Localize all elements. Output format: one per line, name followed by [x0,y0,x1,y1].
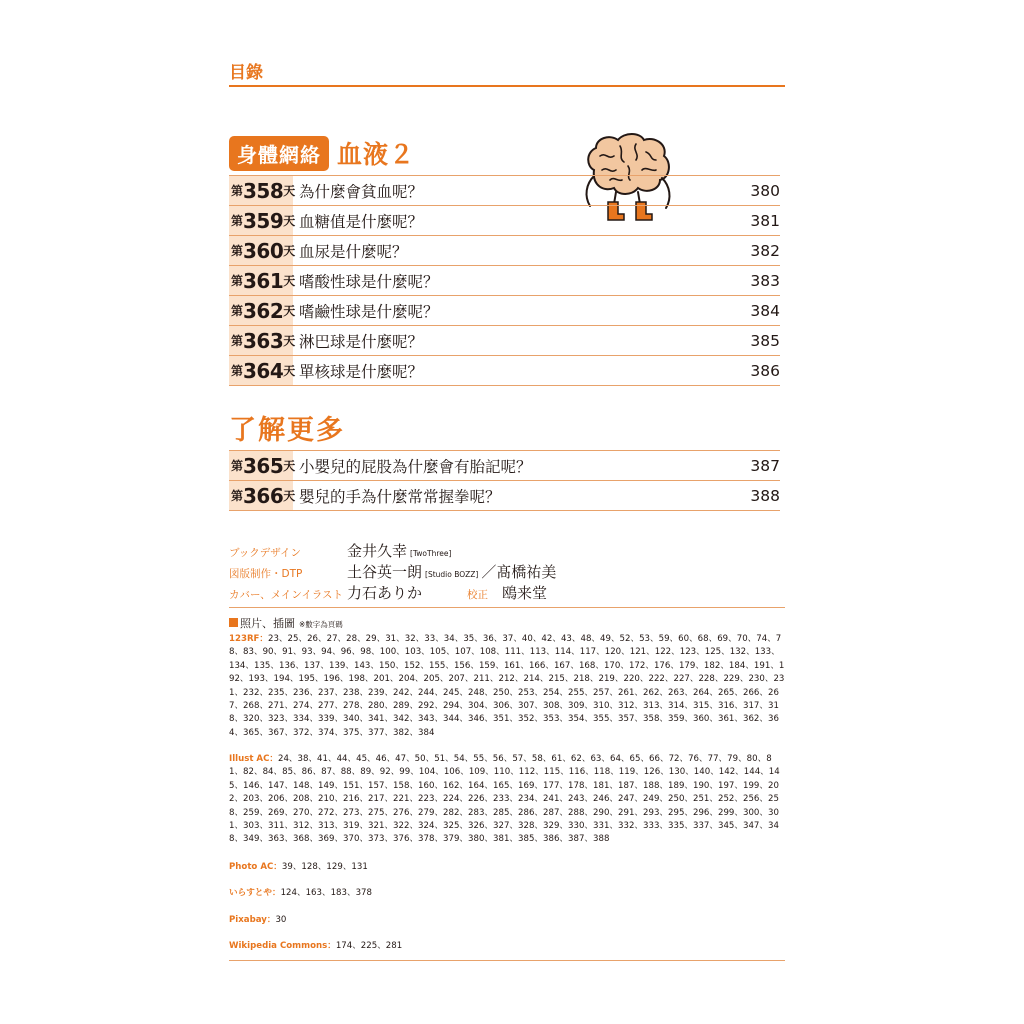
day-number: 359 [243,208,284,233]
day-prefix: 第 [231,334,244,348]
day-label [229,176,296,205]
source-irasutoya [229,887,785,900]
day-prefix: 第 [231,489,244,503]
photo-heading-text: 照片、插圖 [240,617,295,630]
credit-name-proof: 鴎来堂 [502,584,548,602]
day-number: 361 [243,268,284,293]
day-number: 364 [243,358,284,383]
day-prefix: 第 [231,274,244,288]
credit-note: [Studio BOZZ] [425,570,479,579]
source-123rf [229,633,785,740]
source-pages: 39、128、129、131 [281,862,368,872]
credit-cover [229,582,785,603]
day-suffix: 天 [283,304,296,318]
source-pixabay [229,914,785,927]
page-number: 384 [750,301,780,320]
row-title: 血尿是什麼呢？ [299,242,408,261]
toc-row[interactable] [229,296,780,326]
day-suffix: 天 [283,214,296,228]
bottom-divider [229,960,785,961]
divider [229,607,785,608]
day-prefix: 第 [231,214,244,228]
photo-heading-note: ※數字為頁碼 [299,620,343,629]
page-number: 388 [750,486,780,505]
toc-row[interactable] [229,451,780,481]
source-photoac [229,861,785,874]
day-label [229,236,296,265]
page-number: 380 [750,181,780,200]
credit-label-proof: 校正 [467,589,489,601]
section-header-blood [229,135,415,171]
source-label: 123RF： [229,634,269,644]
row-title: 為什麼會貧血呢？ [299,182,424,201]
credit-note: [TwoThree] [410,549,452,558]
row-title: 淋巴球是什麼呢？ [299,332,424,351]
credit-dtp [229,561,785,582]
day-label [229,206,296,235]
toc-list-section2 [229,450,780,511]
day-prefix: 第 [231,459,244,473]
row-title: 嗜酸性球是什麼呢？ [299,272,439,291]
day-label [229,481,296,510]
page-number: 381 [750,211,780,230]
title-divider [229,85,785,87]
toc-list-section1 [229,175,780,386]
source-pages: 30 [275,915,287,925]
day-prefix: 第 [231,184,244,198]
row-title: 嬰兒的手為什麼常常握拳呢？ [299,487,501,506]
source-wikipedia [229,940,785,953]
day-label [229,266,296,295]
row-title: 嗜鹼性球是什麼呢？ [299,302,439,321]
page-number: 385 [750,331,780,350]
day-number: 366 [243,483,284,508]
day-label [229,451,296,480]
day-label [229,356,296,385]
source-label: いらすとや： [229,888,281,898]
source-label: Wikipedia Commons： [229,941,336,951]
credit-design [229,540,785,561]
day-suffix: 天 [283,364,296,378]
section-badge: 身體網絡 [229,136,329,171]
day-number: 365 [243,453,284,478]
row-title: 單核球是什麼呢？ [299,362,424,381]
day-suffix: 天 [283,184,296,198]
toc-row[interactable] [229,236,780,266]
credit-name-2: ／髙橋祐美 [481,563,557,581]
source-label: Photo AC： [229,862,282,872]
page-number: 387 [750,456,780,475]
source-pages: 23、25、26、27、28、29、31、32、33、34、35、36、37、40、42、43、48、49、52、53、59、60、68、69、70、74、78、83、90、91、93、94、96、98、100、103、105、107、108、111、113、114、117、120、121、122、123、125、132、133、134、135、136、137、139、143、150、152、155、156、159、161、166、167、168、170、172、176、179、182、184、191、192、193、194、195、196、198、201、204、205、207、211、212、214、215、218、219、220、222、227、228、229、230、231、232、235、236、237、238、239、242、244、245、248、250、253、254、255、257、261、262、263、264、265、266、267、268、271、274、277、278、280、289、292、294、304、306、307、308、309、310、312、313、314、315、316、317、318、320、323、334、339、340、341、342、343、344、346、351、352、353、354、355、357、358、359、360、361、362、364、365、367、372、374、375、377、382、384 [229,634,785,738]
credit-name: 土谷英一朗 [347,563,423,581]
toc-row[interactable] [229,356,780,386]
toc-row[interactable] [229,176,780,206]
source-label: Pixabay： [229,915,276,925]
source-label: Illust AC： [229,754,278,764]
toc-row[interactable] [229,481,780,511]
source-pages: 124、163、183、378 [280,888,372,898]
source-illustac [229,753,785,847]
credit-label: 図版制作・DTP [229,568,303,580]
page-title: 目錄 [229,63,263,83]
page-number: 383 [750,271,780,290]
page-number: 386 [750,361,780,380]
credit-label: ブックデザイン [229,547,302,559]
day-label [229,296,296,325]
day-suffix: 天 [283,274,296,288]
credit-name: 力石ありか [347,584,423,602]
day-label [229,326,296,355]
toc-row[interactable] [229,326,780,356]
source-pages: 174、225、281 [335,941,403,951]
row-title: 小嬰兒的屁股為什麼會有胎記呢？ [299,457,532,476]
day-suffix: 天 [283,334,296,348]
day-number: 360 [243,238,284,263]
source-pages: 24、38、41、44、45、46、47、50、51、54、55、56、57、58、61、62、63、64、65、66、72、76、77、79、80、81、82、84、85、86、87、88、89、92、99、104、106、109、110、112、115、116、118、119、126、130、140、142、144、145、146、147、148、149、151、157、158、160、162、164、165、169、177、178、181、187、188、189、190、197、199、202、203、206、208、210、216、217、221、223、224、226、233、234、241、243、246、247、249、250、251、252、256、258、259、269、270、272、273、275、276、279、282、283、285、286、287、288、290、291、293、295、296、299、300、301、303、311、312、313、319、321、322、324、325、326、327、328、329、330、331、332、333、335、337、345、347、348、349、363、368、369、370、373、376、378、379、380、381、385、386、387、388 [229,754,780,845]
day-suffix: 天 [283,244,296,258]
day-number: 358 [243,178,284,203]
day-prefix: 第 [231,364,244,378]
day-number: 362 [243,298,284,323]
day-number: 363 [243,328,284,353]
credit-name: 金井久幸 [347,542,408,560]
photo-credits-heading [229,615,343,631]
page-number: 382 [750,241,780,260]
day-suffix: 天 [283,489,296,503]
day-suffix: 天 [283,459,296,473]
row-title: 血糖值是什麼呢？ [299,212,424,231]
toc-row[interactable] [229,206,780,236]
credit-label: カバー、メインイラスト [229,589,344,601]
section-title: 了解更多 [229,415,345,446]
day-prefix: 第 [231,304,244,318]
section-header-more [229,408,345,447]
toc-row[interactable] [229,266,780,296]
day-prefix: 第 [231,244,244,258]
section-title: 血液２ [337,140,416,169]
square-bullet-icon [229,618,238,627]
credits [229,540,785,603]
